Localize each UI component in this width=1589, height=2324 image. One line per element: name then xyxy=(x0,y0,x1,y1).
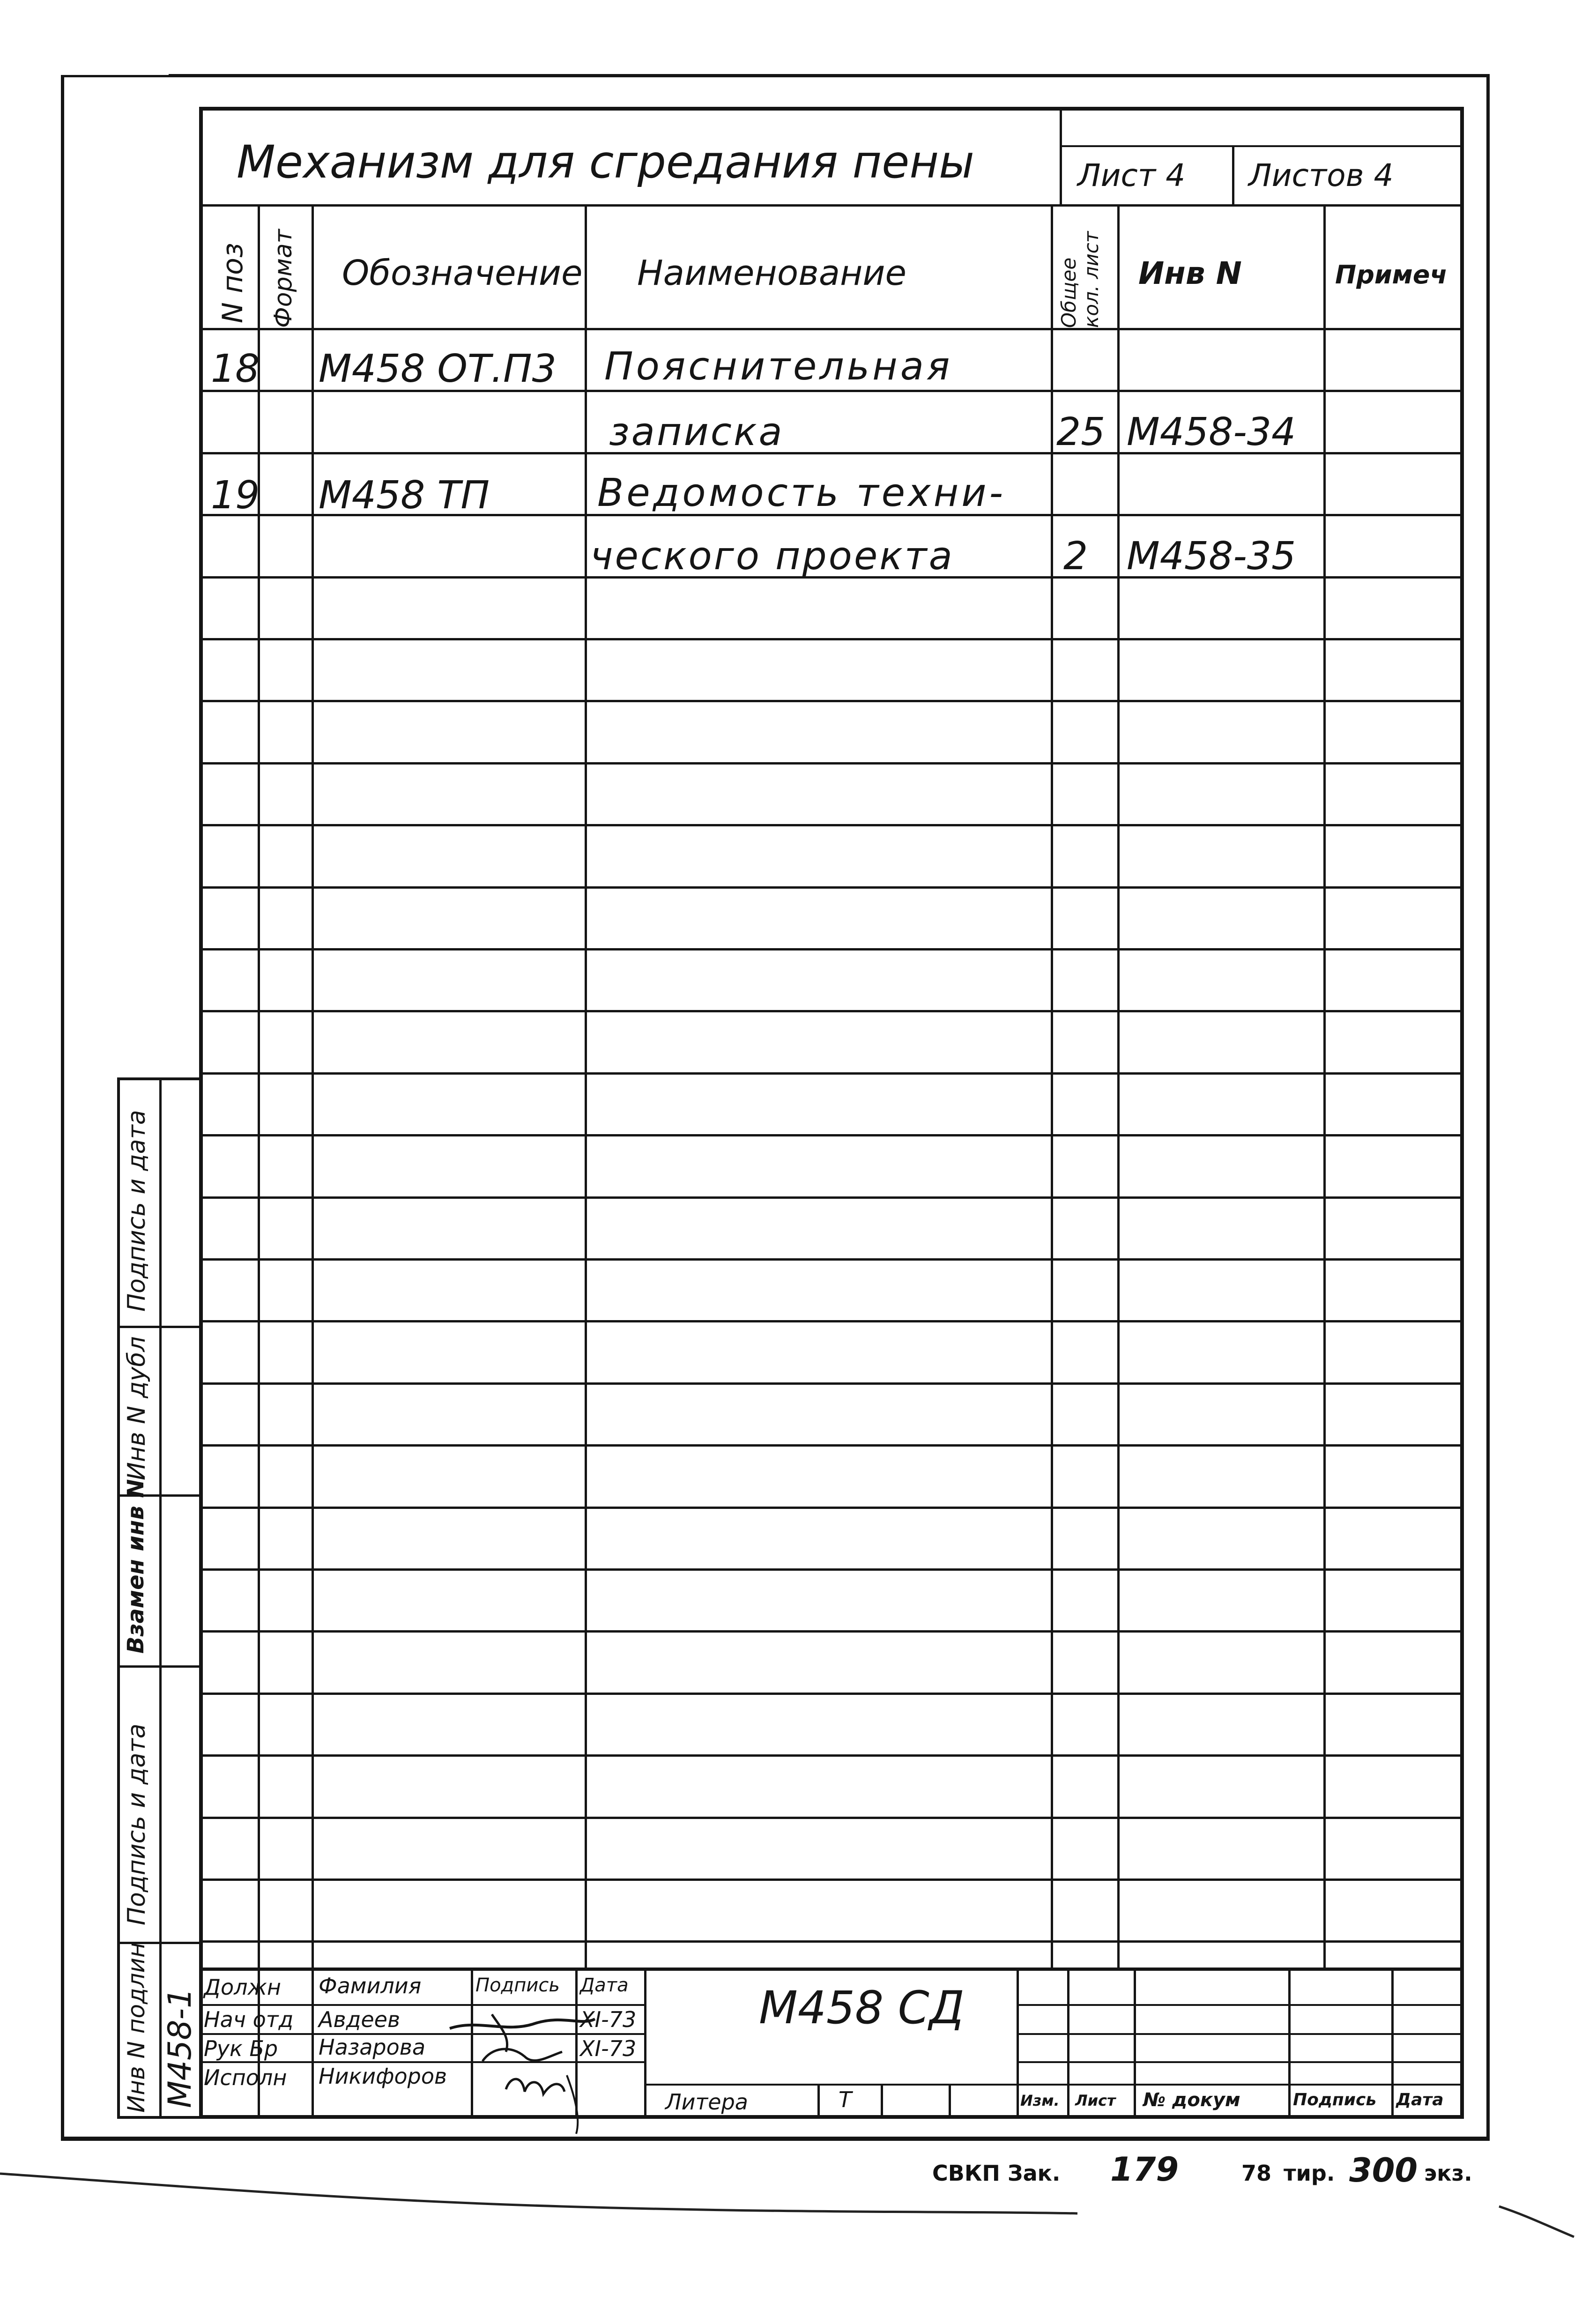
row-4-inv: М458-35 xyxy=(1127,534,1296,579)
row-line xyxy=(199,1010,1464,1012)
litera-value: Т xyxy=(839,2087,852,2112)
row-2-name: записка xyxy=(609,410,784,454)
change-col-3 xyxy=(1288,1968,1291,2117)
title-sub-line xyxy=(1060,145,1464,147)
side-label-inv-dubl: Инв N дубл xyxy=(123,1336,151,1480)
row-1-name: Пояснительная xyxy=(604,344,953,389)
row-line xyxy=(199,1817,1464,1819)
row-4-count: 2 xyxy=(1063,534,1088,579)
header-inv: Инв N xyxy=(1138,255,1242,291)
footer-org: СВКП Зак. xyxy=(932,2161,1061,2186)
stamp-role-3: Исполн xyxy=(204,2065,287,2090)
header-name: Наименование xyxy=(637,253,907,293)
col-line-name xyxy=(1051,204,1053,1970)
row-line xyxy=(199,638,1464,640)
col-line-format xyxy=(312,204,314,1970)
stamp-sign-header: Подпись xyxy=(475,1975,560,1996)
col-line-count xyxy=(1117,204,1120,1970)
change-col-4 xyxy=(1391,1968,1394,2117)
row-line xyxy=(199,1196,1464,1199)
change-line-4 xyxy=(1017,2084,1464,2086)
footer-order: 179 xyxy=(1110,2150,1179,2189)
stamp-person-1: Авдеев xyxy=(319,2007,401,2032)
sheet-divider xyxy=(1232,145,1234,205)
side-strip-line-3 xyxy=(117,1665,201,1668)
change-col-1 xyxy=(1067,1968,1069,2117)
row-3-name: Ведомость техни- xyxy=(597,471,1006,515)
row-line xyxy=(199,1879,1464,1881)
footer-copies: экз. xyxy=(1424,2161,1472,2186)
change-header-sheet: Лист xyxy=(1075,2092,1116,2109)
col-line-designation xyxy=(585,204,587,1970)
header-note: Примеч xyxy=(1335,260,1448,290)
stamp-date-2: XI-73 xyxy=(580,2036,637,2061)
change-header-sign: Подпись xyxy=(1293,2090,1377,2109)
top-border xyxy=(169,74,1490,77)
side-label-instead-inv: Взамен инв N xyxy=(123,1479,149,1654)
row-line xyxy=(199,824,1464,826)
document-title: Механизм для сгредания пены xyxy=(237,136,974,188)
change-header-izm: Изм. xyxy=(1020,2092,1060,2109)
footer-run-label: тир. xyxy=(1284,2161,1335,2186)
header-bottom-line xyxy=(199,328,1464,330)
change-col-2 xyxy=(1134,1968,1136,2117)
stamp-name-header: Фамилия xyxy=(319,1973,422,1998)
side-inv-value: М458-1 xyxy=(162,1988,199,2108)
row-2-count: 25 xyxy=(1056,410,1106,454)
row-2-inv: М458-34 xyxy=(1127,410,1296,454)
change-line-1 xyxy=(1017,2004,1464,2006)
stamp-person-2: Назарова xyxy=(319,2034,426,2060)
row-line xyxy=(199,1072,1464,1075)
header-count: Общее кол. лист xyxy=(1057,231,1103,328)
stamp-role-2: Рук Бр xyxy=(204,2036,278,2061)
row-3-pos: 19 xyxy=(211,473,260,518)
col-line-inv xyxy=(1323,204,1326,1970)
title-bottom-line xyxy=(199,204,1464,207)
side-strip-line-1 xyxy=(117,1326,201,1328)
stamp-role-header: Должн xyxy=(204,1975,281,2000)
side-strip-divider xyxy=(159,1077,162,2119)
stamp-date-header: Дата xyxy=(580,1975,629,1996)
header-designation: Обозначение xyxy=(342,253,583,293)
stamp-date-1: XI-73 xyxy=(580,2007,637,2032)
stamp-col-2 xyxy=(312,1968,314,2117)
row-line xyxy=(199,1754,1464,1757)
row-3-designation: М458 ТП xyxy=(319,473,490,518)
stamp-top-line xyxy=(199,1968,1464,1971)
footer-run: 300 xyxy=(1349,2151,1418,2190)
title-divider xyxy=(1060,107,1062,205)
row-line xyxy=(199,886,1464,889)
header-pos: N поз xyxy=(216,243,249,323)
change-header-date: Дата xyxy=(1396,2090,1444,2109)
row-line xyxy=(199,1444,1464,1447)
litera-col-3 xyxy=(949,2084,951,2117)
row-1-pos: 18 xyxy=(211,347,260,391)
row-line xyxy=(199,948,1464,950)
row-line xyxy=(199,1258,1464,1261)
side-label-inv-original: Инв N подлин xyxy=(123,1942,150,2113)
row-1-designation: М458 ОТ.П3 xyxy=(319,347,557,391)
row-line xyxy=(199,1320,1464,1322)
litera-col-1 xyxy=(817,2084,820,2117)
row-line xyxy=(199,1382,1464,1385)
litera-label: Литера xyxy=(665,2089,748,2115)
signatures-icon xyxy=(440,2000,651,2136)
stamp-role-1: Нач отд xyxy=(204,2007,294,2032)
stamp-person-3: Никифоров xyxy=(319,2064,447,2089)
change-header-doc: № докум xyxy=(1143,2089,1240,2111)
litera-col-2 xyxy=(881,2084,883,2117)
side-label-sign-date-2: Подпись и дата xyxy=(123,1723,151,1925)
document-code: М458 СД xyxy=(759,1982,965,2034)
footer-year: 78 xyxy=(1241,2161,1272,2186)
scan-edge-icon xyxy=(0,2155,1589,2295)
change-line-2 xyxy=(1017,2033,1464,2035)
row-line xyxy=(199,700,1464,702)
row-line xyxy=(199,1940,1464,1943)
row-line xyxy=(199,1693,1464,1695)
change-line-3 xyxy=(1017,2061,1464,2063)
row-line xyxy=(199,1507,1464,1509)
row-4-name: ческого проекта xyxy=(590,534,954,579)
row-line xyxy=(199,1134,1464,1136)
row-line xyxy=(199,1630,1464,1633)
side-label-sign-date-1: Подпись и дата xyxy=(123,1110,151,1312)
row-line xyxy=(199,762,1464,765)
sheet-number: Лист 4 xyxy=(1077,157,1186,193)
header-format: Формат xyxy=(269,229,297,328)
litera-line xyxy=(644,2084,1017,2086)
col-line-pos xyxy=(258,204,260,1970)
stamp-col-6 xyxy=(1017,1968,1019,2117)
sheet-count: Листов 4 xyxy=(1248,157,1394,193)
row-line xyxy=(199,1568,1464,1571)
